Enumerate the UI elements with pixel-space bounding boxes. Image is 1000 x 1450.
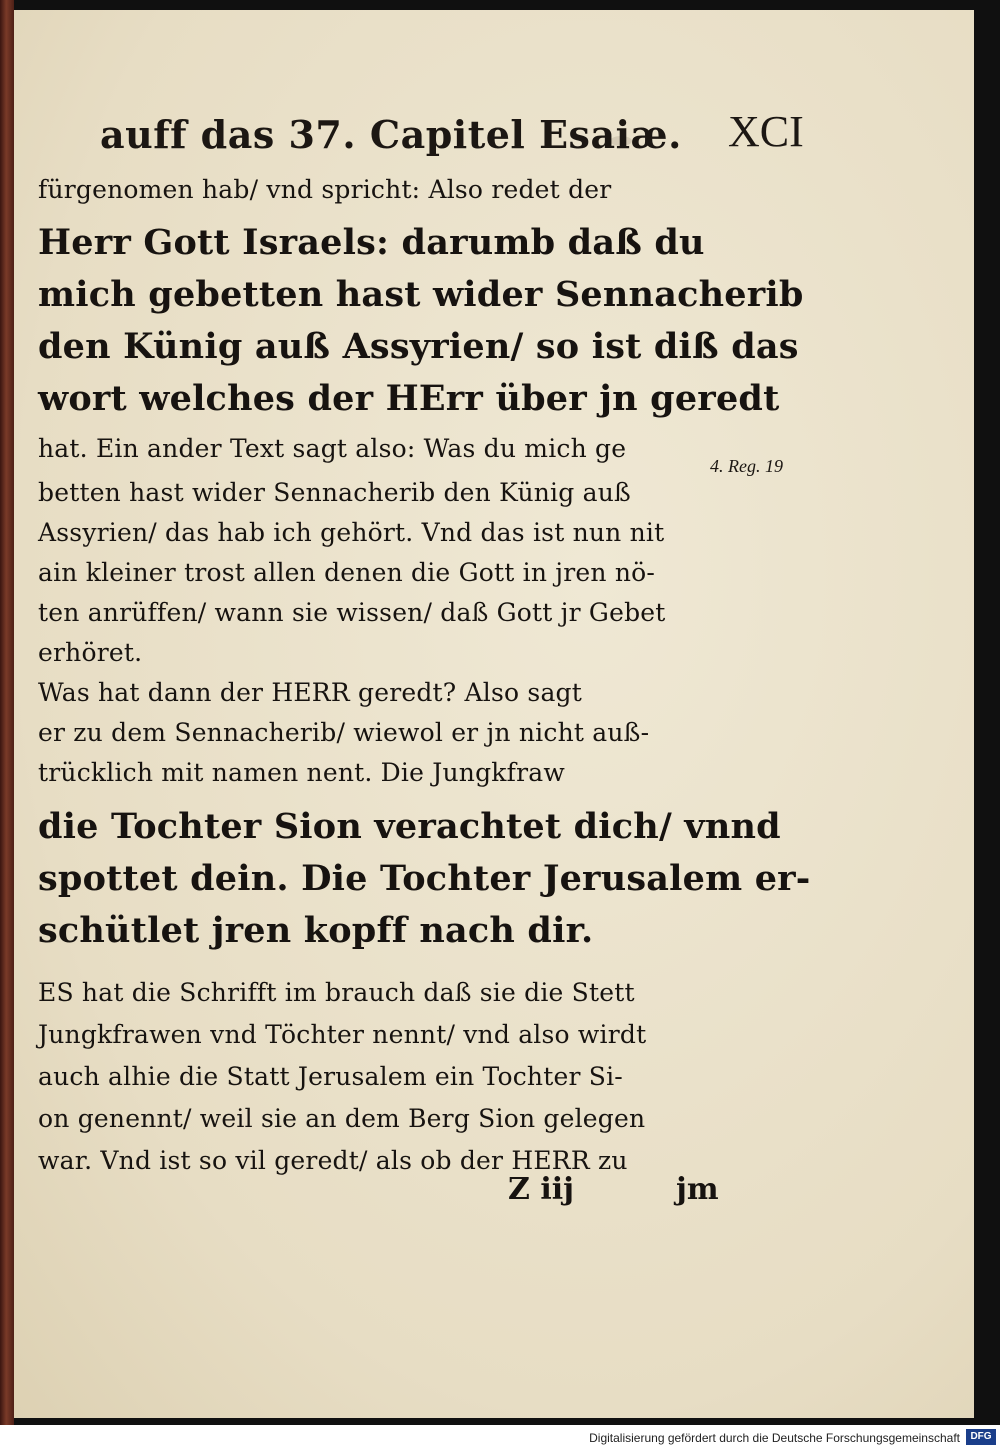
text-line: hat. Ein ander Text sagt also: Was du mich ge (38, 434, 627, 463)
text-line: wort welches der HErr über jn geredt (38, 378, 780, 419)
text-line: Jungkfrawen vnd Töchter nennt/ vnd also wirdt (38, 1020, 647, 1049)
text-line: war. Vnd ist so vil geredt/ als ob der HERR zu (38, 1146, 628, 1175)
text-line: on genennt/ weil sie an dem Berg Sion gelegen (38, 1104, 646, 1133)
text-line: spottet dein. Die Tochter Jerusalem er- (38, 858, 811, 899)
text-line: mich gebetten hast wider Sennacherib (38, 274, 804, 315)
catchword: jm (676, 1172, 719, 1207)
folio-number: XCI (728, 107, 804, 156)
text-line: Herr Gott Israels: darumb daß du (38, 222, 705, 263)
text-line: Was hat dann der HERR geredt? Also sagt (38, 678, 583, 707)
footer-credit: Digitalisierung gefördert durch die Deutsche Forschungsgemeinschaft (589, 1431, 960, 1445)
margin-note: 4. Reg. 19 (710, 456, 783, 476)
book-page (14, 10, 974, 1418)
book-spine-edge (0, 0, 14, 1425)
signature-mark: Z iij (508, 1172, 574, 1207)
text-line: schütlet jren kopff nach dir. (38, 910, 594, 951)
text-line: betten hast wider Sennacherib den Künig auß (38, 478, 631, 507)
text-line: er zu dem Sennacherib/ wiewol er jn nicht auß- (38, 718, 650, 747)
text-line: ES hat die Schrifft im brauch daß sie die Stett (38, 978, 635, 1007)
text-line: Assyrien/ das hab ich gehört. Vnd das ist nun nit (38, 518, 665, 547)
text-line: den Künig auß Assyrien/ so ist diß das (38, 326, 799, 367)
text-line: fürgenomen hab/ vnd spricht: Also redet der (38, 175, 612, 204)
text-line: auch alhie die Statt Jerusalem ein Tochter Si- (38, 1062, 623, 1091)
text-line: ten anrüffen/ wann sie wissen/ daß Gott jr Gebet (38, 598, 666, 627)
running-head: auff das 37. Capitel Esaiæ. (100, 112, 682, 157)
text-line: trücklich mit namen nent. Die Jungkfraw (38, 758, 565, 787)
footer-bar (0, 1425, 1000, 1450)
text-line: die Tochter Sion verachtet dich/ vnnd (38, 806, 781, 847)
text-line: ain kleiner trost allen denen die Gott in jren nö- (38, 558, 656, 587)
dfg-logo-icon: DFG (966, 1429, 996, 1445)
text-line: erhöret. (38, 638, 143, 667)
